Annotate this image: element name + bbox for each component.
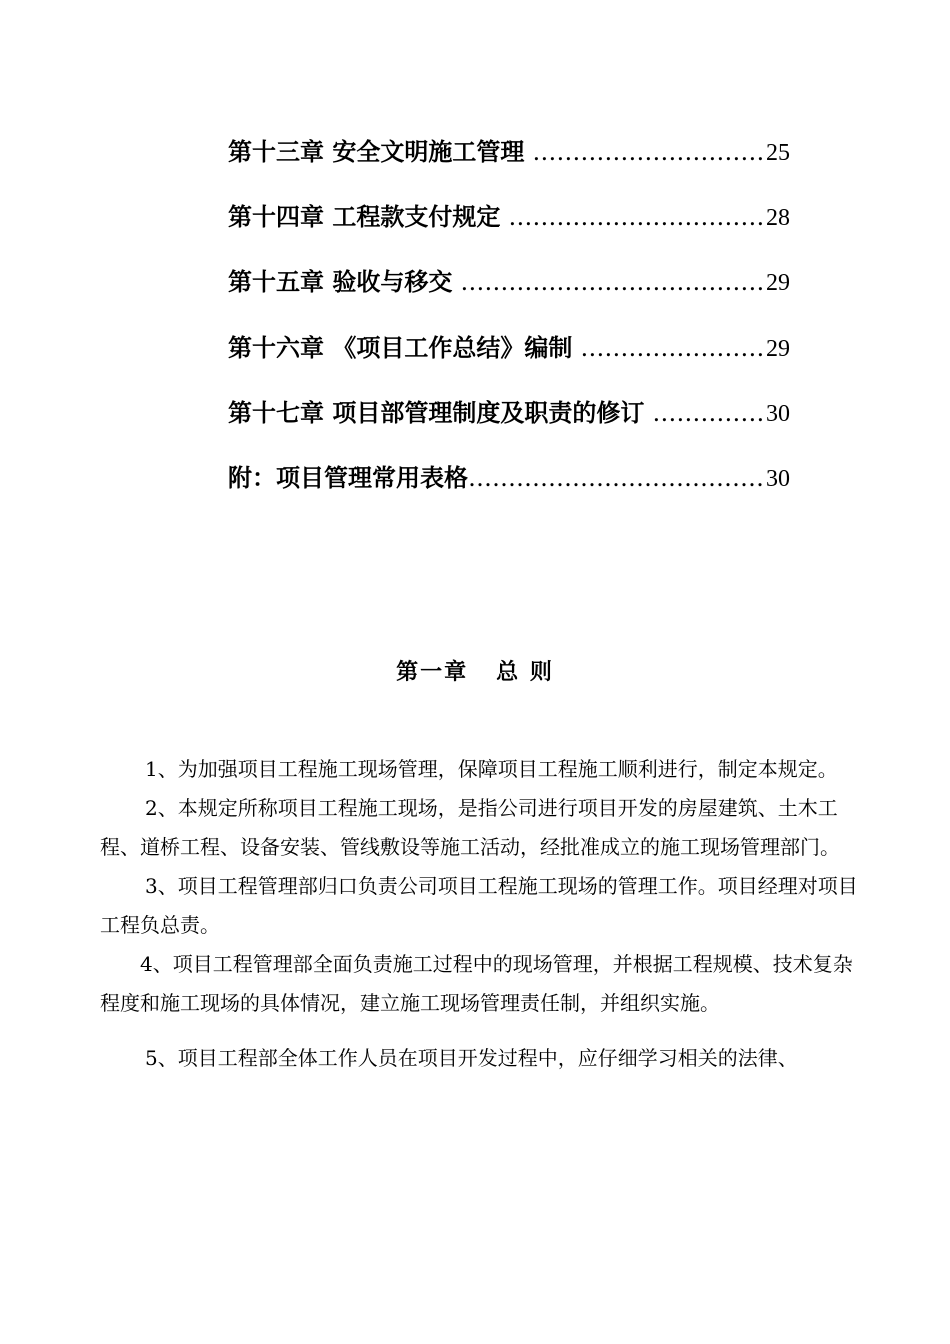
toc-entry-page: 25 [766,140,790,166]
chapter-heading [0,655,950,686]
toc-entry-title: 第十七章 项目部管理制度及职责的修订 [228,398,645,427]
toc-entry-page: 28 [766,205,790,232]
toc-entry-page: 30 [766,400,790,427]
toc-entry-title: 第十五章 验收与移交 [228,268,453,297]
toc-entry[interactable] [228,393,790,458]
toc-entry-page: 29 [766,270,790,297]
paragraph: 1、为加强项目工程施工现场管理，保障项目工程施工顺利进行，制定本规定。 [145,757,838,781]
toc-dot-leader [468,464,764,492]
chapter-body [100,750,860,1078]
toc-dot-leader [500,203,764,231]
toc-entry[interactable] [228,328,790,393]
paragraph: 5、项目工程部全体工作人员在项目开发过程中，应仔细学习相关的法律、 [145,1046,798,1070]
table-of-contents [228,132,790,523]
toc-entry-title: 第十三章 安全文明施工管理 [228,138,525,166]
toc-dot-leader [452,268,764,296]
toc-entry-page: 29 [766,335,790,362]
toc-entry[interactable] [228,132,790,197]
toc-entry[interactable] [228,262,790,327]
paragraph: 2、本规定所称项目工程施工现场，是指公司进行项目开发的房屋建筑、土木工程、道桥工程、设备安装、管线敷设等施工活动，经批准成立的施工现场管理部门。 [100,796,840,859]
paragraph: 3、项目工程管理部归口负责公司项目工程施工现场的管理工作。项目经理对项目工程负总责。 [100,874,858,937]
toc-entry-title: 附：项目管理常用表格 [228,463,468,492]
chapter-title: 总 则 [496,660,554,685]
toc-dot-leader [644,399,764,427]
chapter-number: 第一章 [396,660,469,685]
toc-entry-title: 第十四章 工程款支付规定 [228,203,501,232]
paragraph: 4、项目工程管理部全面负责施工过程中的现场管理，并根据工程规模、技术复杂程度和施工现场的具体情况，建立施工现场管理责任制，并组织实施。 [100,952,853,1015]
toc-entry[interactable] [228,197,790,262]
toc-dot-leader [572,334,764,362]
toc-entry[interactable] [228,458,790,523]
toc-dot-leader [524,138,764,166]
toc-entry-title: 第十六章 《项目工作总结》编制 [228,333,573,362]
toc-entry-page: 30 [766,465,790,492]
